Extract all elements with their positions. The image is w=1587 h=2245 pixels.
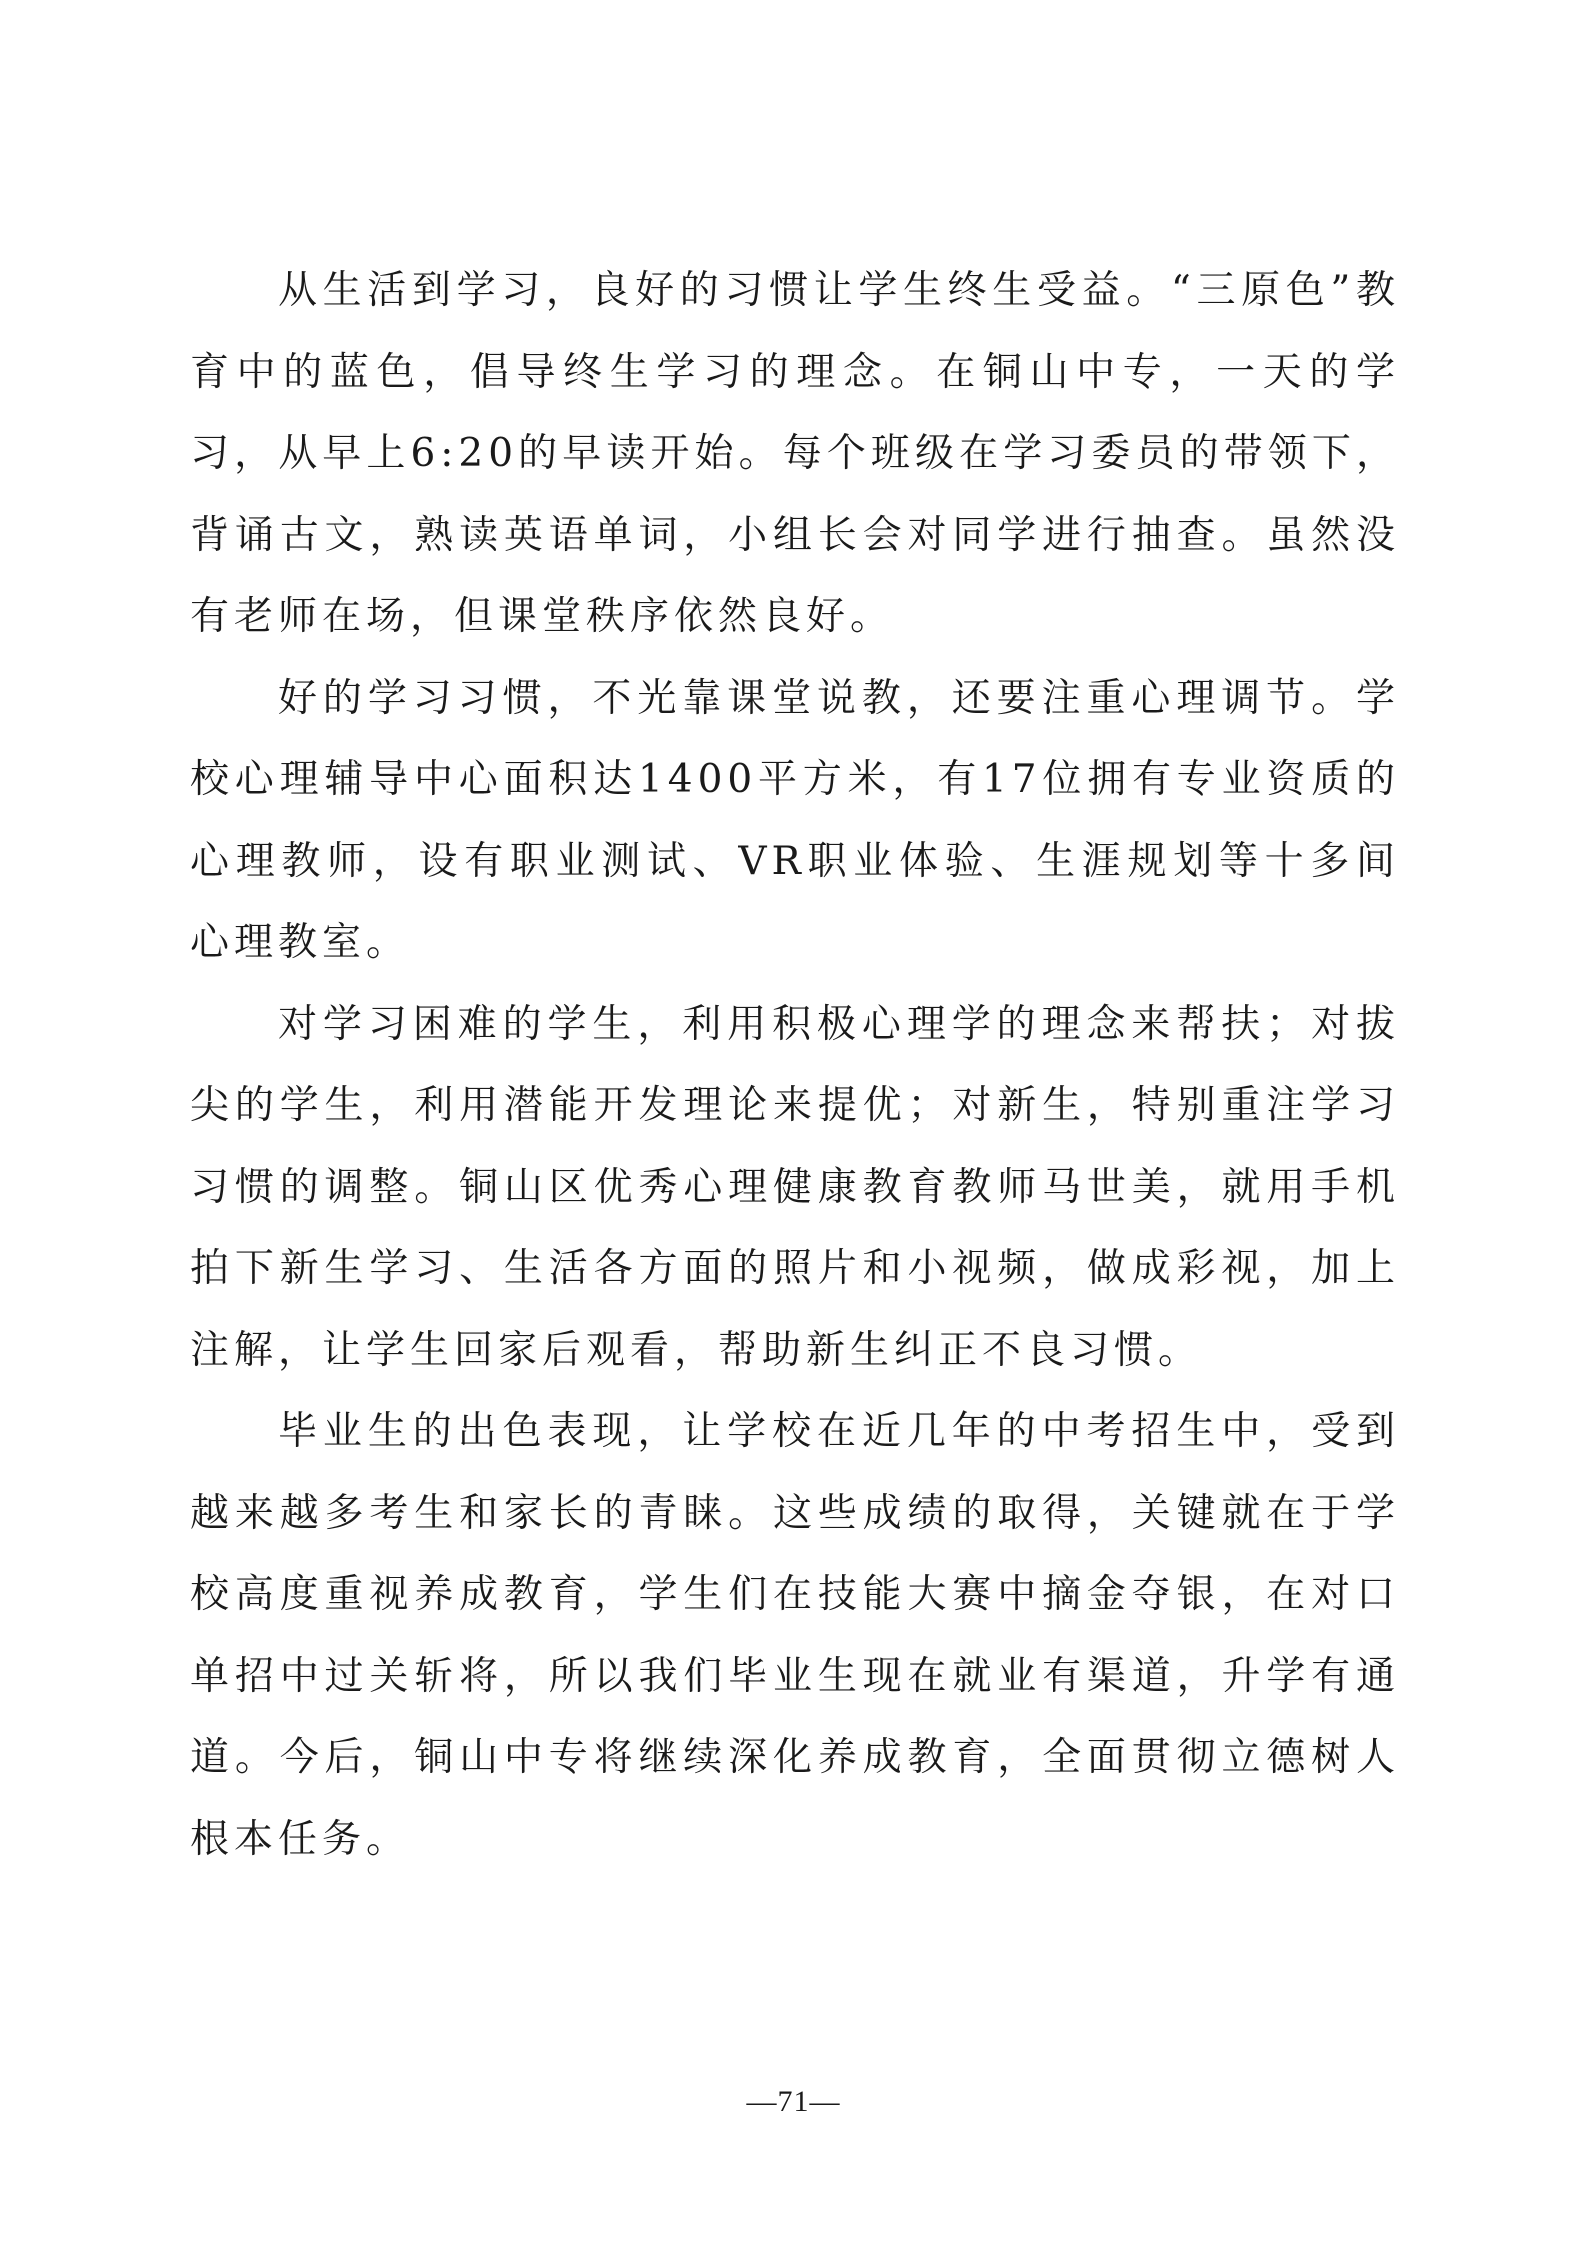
body-text xyxy=(190,250,1400,1880)
paragraph-4: 毕业生的出色表现，让学校在近几年的中考招生中，受到越来越多考生和家长的青睐。这些成绩的取得，关键就在于学校高度重视养成教育，学生们在技能大赛中摘金夺银，在对口单招中过关斩将，所以我们毕业生现在就业有渠道，升学有通道。今后，铜山中专将继续深化养成教育，全面贯彻立德树人根本任务。 xyxy=(190,1409,1400,1862)
paragraph-1: 从生活到学习，良好的习惯让学生终生受益。“三原色”教育中的蓝色，倡导终生学习的理念。在铜山中专，一天的学习，从早上6:20的早读开始。每个班级在学习委员的带领下，背诵古文，熟读英语单词，小组长会对同学进行抽查。虽然没有老师在场，但课堂秩序依然良好。 xyxy=(190,268,1400,639)
paragraph-2: 好的学习习惯，不光靠课堂说教，还要注重心理调节。学校心理辅导中心面积达1400平方米，有17位拥有专业资质的心理教师，设有职业测试、VR职业体验、生涯规划等十多间心理教室。 xyxy=(190,675,1400,965)
paragraph-3: 对学习困难的学生，利用积极心理学的理念来帮扶；对拔尖的学生，利用潜能开发理论来提优；对新生，特别重注学习习惯的调整。铜山区优秀心理健康教育教师马世美，就用手机拍下新生学习、生活各方面的照片和小视频，做成彩视，加上注解，让学生回家后观看，帮助新生纠正不良习惯。 xyxy=(190,1001,1400,1373)
page-number: —71— xyxy=(746,2085,841,2118)
